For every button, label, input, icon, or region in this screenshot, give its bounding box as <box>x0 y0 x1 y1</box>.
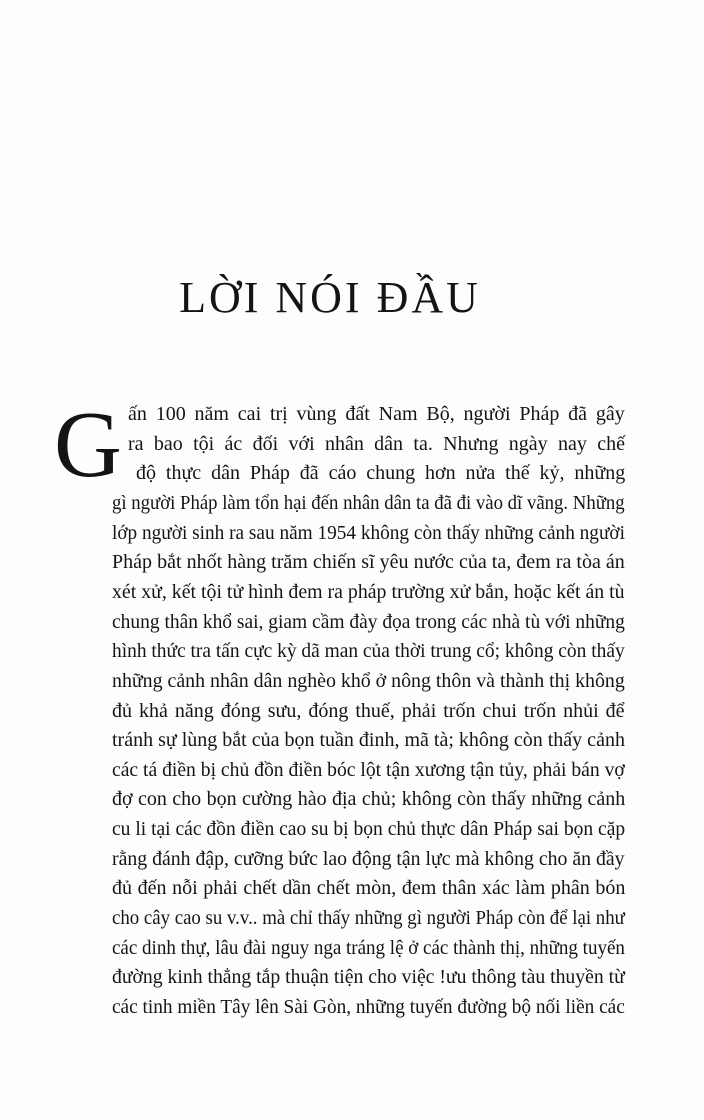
text-line: cu li tại các đồn điền cao su bị bọn chủ thực dân Pháp sai bọn cặp <box>112 818 626 841</box>
text-line: đường kinh thẳng tắp thuận tiện cho việc !ưu thông tàu thuyền từ <box>112 966 625 989</box>
text-line: cho cây cao su v.v.. mà chỉ thấy những gì người Pháp còn để lại như <box>112 907 625 930</box>
page-title: LỜI NÓI ĐẦU <box>179 273 481 322</box>
text-line: tránh sự lùng bắt của bọn tuần đinh, mã tà; không còn thấy cảnh <box>112 729 625 752</box>
text-line: rằng đánh đập, cưỡng bức lao động tận lực mà không cho ăn đầy <box>112 847 625 870</box>
text-line: các tinh miền Tây lên Sài Gòn, những tuyến đường bộ nối liền các <box>112 996 625 1018</box>
text-line: các dinh thự, lâu đài nguy nga tráng lệ ở các thành thị, những tuyến <box>112 936 625 959</box>
text-line: lớp người sinh ra sau năm 1954 không còn thấy những cảnh người <box>112 521 625 544</box>
text-line: các tá điền bị chủ đồn điền bóc lột tận xương tận tủy, phải bán vợ <box>112 758 625 781</box>
text-line: đủ đến nỗi phải chết dần chết mòn, đem thân xác làm phân bón <box>112 877 626 900</box>
text-line: Pháp bắt nhốt hàng trăm chiến sĩ yêu nước của ta, đem ra tòa án <box>112 551 625 574</box>
text-line: xét xử, kết tội tử hình đem ra pháp trường xử bắn, hoặc kết án tù <box>112 580 625 603</box>
text-line: đủ khả năng đóng sưu, đóng thuế, phải trốn chui trốn nhủi để <box>112 699 625 722</box>
text-line: độ thực dân Pháp đã cáo chung hơn nửa thế kỷ, những <box>136 462 626 485</box>
text-line: hình thức tra tấn cực kỳ dã man của thời trung cổ; không còn thấy <box>112 640 625 663</box>
text-line: đợ con cho bọn cường hào địa chủ; không còn thấy những cảnh <box>112 788 626 811</box>
text-line: gì người Pháp làm tổn hại đến nhân dân ta đã đi vào dĩ vãng. Những <box>112 491 625 514</box>
text-line: những cảnh nhân dân nghèo khổ ở nông thôn và thành thị không <box>112 669 625 692</box>
drop-cap: G <box>54 393 122 497</box>
text-line: chung thân khổ sai, giam cầm đày đọa trong các nhà tù với những <box>112 610 625 633</box>
text-line: ra bao tội ác đối với nhân dân ta. Nhưng ngày nay chế <box>128 432 625 455</box>
text-line: ấn 100 năm cai trị vùng đất Nam Bộ, người Pháp đã gây <box>128 403 625 425</box>
